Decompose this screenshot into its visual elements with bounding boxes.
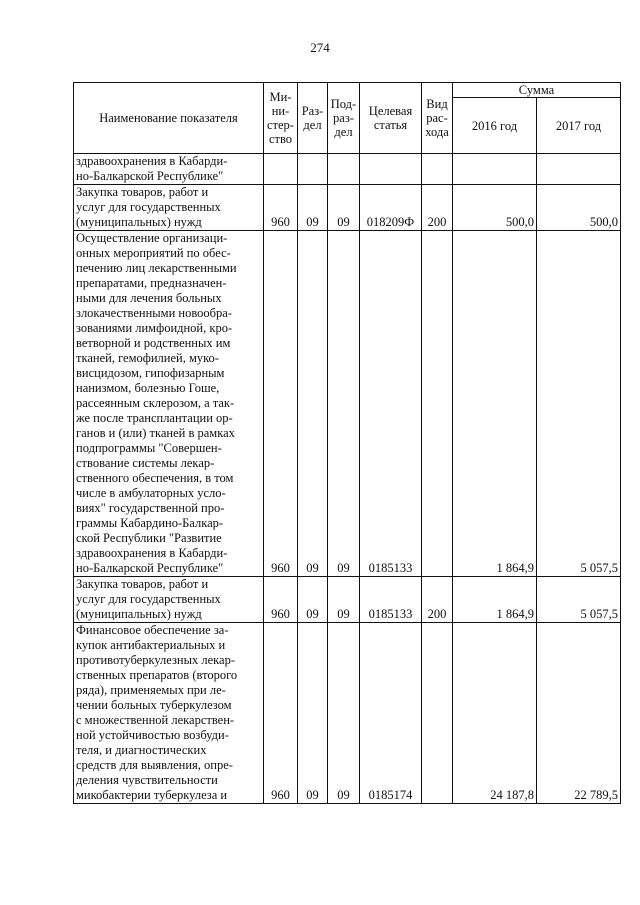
indicator-name-line: тканей, гемофилией, муко- bbox=[76, 351, 219, 365]
table-row bbox=[74, 623, 621, 804]
table-row bbox=[74, 185, 621, 231]
header-name: Наименование показателя bbox=[74, 83, 264, 154]
header-year-2017: 2017 год bbox=[537, 98, 621, 154]
indicator-name-line: чении больных туберкулезом bbox=[76, 698, 232, 712]
section-cell: 09 bbox=[298, 623, 328, 804]
page-number: 274 bbox=[310, 40, 330, 55]
indicator-name-line: но-Балкарской Республике" bbox=[76, 169, 224, 183]
indicator-name-line: услуг для государственных bbox=[76, 592, 221, 606]
subsection-cell: 09 bbox=[328, 231, 360, 577]
indicator-name-line: ской Республики "Развитие bbox=[76, 531, 222, 545]
indicator-name-line: печению лиц лекарственными bbox=[76, 261, 237, 275]
section-cell: 09 bbox=[298, 577, 328, 623]
subsection-cell: 09 bbox=[328, 623, 360, 804]
indicator-name-line: ганов и (или) тканей в рамках bbox=[76, 426, 235, 440]
expense-type-cell: 200 bbox=[422, 577, 453, 623]
sum-2016-cell: 1 864,9 bbox=[453, 231, 537, 577]
ministry-cell: 960 bbox=[264, 577, 298, 623]
target-cell: 018209Ф bbox=[360, 185, 422, 231]
indicator-name-line: купок антибактериальных и bbox=[76, 638, 226, 652]
header-target: Целевая статья bbox=[360, 83, 422, 154]
indicator-name-line: ственных препаратов (второго bbox=[76, 668, 238, 682]
header-year-2016: 2016 год bbox=[453, 98, 537, 154]
indicator-name-cell bbox=[74, 154, 264, 185]
indicator-name-line: злокачественными новообра- bbox=[76, 306, 232, 320]
indicator-name-line: Закупка товаров, работ и bbox=[76, 185, 209, 199]
sum-2017-cell: 22 789,5 bbox=[537, 623, 621, 804]
indicator-name-line: противотуберкулезных лекар- bbox=[76, 653, 236, 667]
section-cell bbox=[298, 154, 328, 185]
ministry-cell bbox=[264, 154, 298, 185]
target-cell: 0185133 bbox=[360, 231, 422, 577]
sum-2017-cell: 5 057,5 bbox=[537, 231, 621, 577]
indicator-name-line: онных мероприятий по обес- bbox=[76, 246, 231, 260]
target-cell: 0185133 bbox=[360, 577, 422, 623]
indicator-name-line: ной устойчивостью возбуди- bbox=[76, 728, 229, 742]
target-cell: 0185174 bbox=[360, 623, 422, 804]
indicator-name-line: ряда), применяемых при ле- bbox=[76, 683, 226, 697]
table-row bbox=[74, 577, 621, 623]
indicator-name-cell bbox=[74, 185, 264, 231]
sum-2016-cell: 500,0 bbox=[453, 185, 537, 231]
sum-2016-cell: 1 864,9 bbox=[453, 577, 537, 623]
indicator-name-line: теля, и диагностических bbox=[76, 743, 207, 757]
indicator-name-line: но-Балкарской Республике" bbox=[76, 561, 224, 575]
sum-2016-cell: 24 187,8 bbox=[453, 623, 537, 804]
indicator-name-line: висцидозом, гипофизарным bbox=[76, 366, 225, 380]
indicator-name-line: (муниципальных) нужд bbox=[76, 215, 202, 229]
ministry-cell: 960 bbox=[264, 185, 298, 231]
indicator-name-cell bbox=[74, 623, 264, 804]
indicator-name-line: здравоохранения в Кабарди- bbox=[76, 546, 228, 560]
indicator-name-line: (муниципальных) нужд bbox=[76, 607, 202, 621]
sum-2017-cell bbox=[537, 154, 621, 185]
section-cell: 09 bbox=[298, 231, 328, 577]
indicator-name-line: граммы Кабардино-Балкар- bbox=[76, 516, 224, 530]
ministry-cell: 960 bbox=[264, 231, 298, 577]
indicator-name-line: Финансовое обеспечение за- bbox=[76, 623, 229, 637]
section-cell: 09 bbox=[298, 185, 328, 231]
sum-2017-cell: 500,0 bbox=[537, 185, 621, 231]
indicator-name-line: рассеянным склерозом, а так- bbox=[76, 396, 235, 410]
indicator-name-line: препаратами, предназначен- bbox=[76, 276, 227, 290]
target-cell bbox=[360, 154, 422, 185]
indicator-name-line: с множественной лекарствен- bbox=[76, 713, 235, 727]
indicator-name-cell bbox=[74, 577, 264, 623]
expense-type-cell bbox=[422, 231, 453, 577]
header-ministry: Ми- ни- стер- ство bbox=[264, 83, 298, 154]
indicator-name-line: Закупка товаров, работ и bbox=[76, 577, 209, 591]
budget-table bbox=[73, 82, 621, 804]
indicator-name-line: подпрограммы "Совершен- bbox=[76, 441, 222, 455]
expense-type-cell bbox=[422, 623, 453, 804]
indicator-name-line: ветворной и родственных им bbox=[76, 336, 231, 350]
indicator-name-line: Осуществление организаци- bbox=[76, 231, 228, 245]
expense-type-cell: 200 bbox=[422, 185, 453, 231]
indicator-name-line: же после трансплантации ор- bbox=[76, 411, 233, 425]
indicator-name-line: средств для выявления, опре- bbox=[76, 758, 233, 772]
indicator-name-line: микобактерии туберкулеза и bbox=[76, 788, 228, 802]
indicator-name-cell bbox=[74, 231, 264, 577]
header-sum: Сумма bbox=[453, 83, 621, 98]
expense-type-cell bbox=[422, 154, 453, 185]
indicator-name-line: нанизмом, болезнью Гоше, bbox=[76, 381, 220, 395]
sum-2017-cell: 5 057,5 bbox=[537, 577, 621, 623]
table-row bbox=[74, 154, 621, 185]
indicator-name-line: виях" государственной про- bbox=[76, 501, 225, 515]
indicator-name-line: ными для лечения больных bbox=[76, 291, 222, 305]
subsection-cell bbox=[328, 154, 360, 185]
indicator-name-line: ствование системы лекар- bbox=[76, 456, 215, 470]
subsection-cell: 09 bbox=[328, 185, 360, 231]
subsection-cell: 09 bbox=[328, 577, 360, 623]
header-section: Раз- дел bbox=[298, 83, 328, 154]
indicator-name-line: деления чувствительности bbox=[76, 773, 218, 787]
indicator-name-line: ственного обеспечения, в том bbox=[76, 471, 234, 485]
indicator-name-line: услуг для государственных bbox=[76, 200, 221, 214]
header-row-top bbox=[74, 83, 621, 98]
ministry-cell: 960 bbox=[264, 623, 298, 804]
table-body bbox=[74, 154, 621, 804]
header-expense-type: Вид рас- хода bbox=[422, 83, 453, 154]
header-subsection: Под- раз- дел bbox=[328, 83, 360, 154]
sum-2016-cell bbox=[453, 154, 537, 185]
indicator-name-line: числе в амбулаторных усло- bbox=[76, 486, 226, 500]
table-row bbox=[74, 231, 621, 577]
indicator-name-line: здравоохранения в Кабарди- bbox=[76, 154, 228, 168]
indicator-name-line: зованиями лимфоидной, кро- bbox=[76, 321, 233, 335]
